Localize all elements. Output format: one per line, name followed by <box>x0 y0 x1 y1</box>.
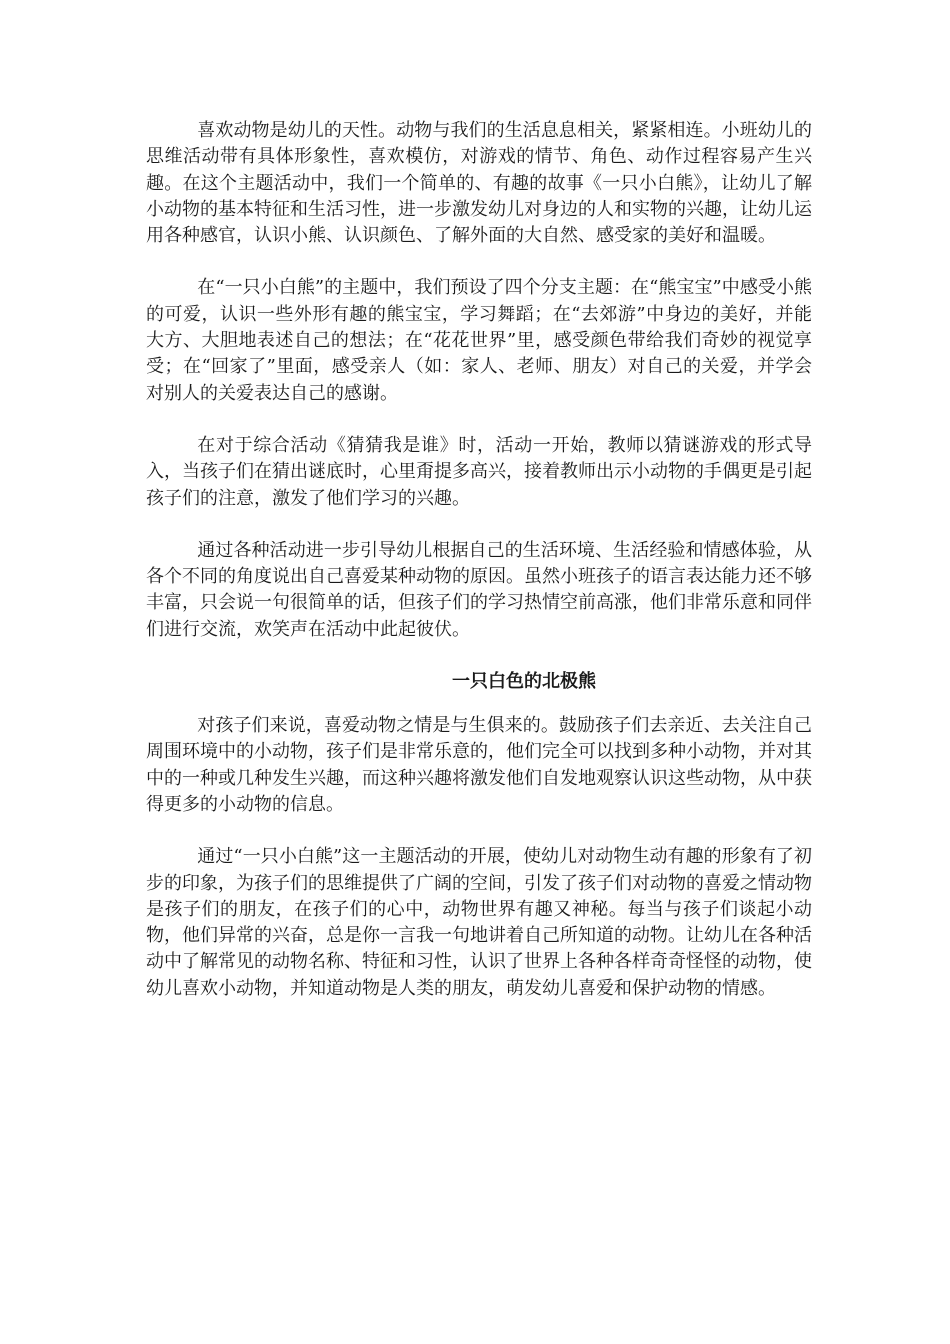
paragraph-4: 通过各种活动进一步引导幼儿根据自己的生活环境、生活经验和情感体验，从各个不同的角度说出自己喜爱某种动物的原因。虽然小班孩子的语言表达能力还不够丰富，只会说一句很简单的话，但孩子们的学习热情空前高涨，他们非常乐意和同伴们进行交流，欢笑声在活动中此起彼伏。 <box>146 539 812 640</box>
paragraph-6: 通过“一只小白熊”这一主题活动的开展，使幼儿对动物生动有趣的形象有了初步的印象，为孩子们的思维提供了广阔的空间，引发了孩子们对动物的喜爱之情动物是孩子们的朋友，在孩子们的心中，动物世界有趣又神秘。每当与孩子们谈起小动物，他们异常的兴奋，总是你一言我一句地讲着自己所知道的动物。让幼儿在各种活动中了解常见的动物名称、特征和习性，认识了世界上各种各样奇奇怪怪的动物，使幼儿喜欢小动物，并知道动物是人类的朋友，萌发幼儿喜爱和保护动物的情感。 <box>146 846 812 999</box>
paragraph-3: 在对于综合活动《猜猜我是谁》时，活动一开始，教师以猜谜游戏的形式导入，当孩子们在猜出谜底时，心里甭提多高兴，接着教师出示小动物的手偶更是引起孩子们的注意，激发了他们学习的兴趣。 <box>146 434 812 509</box>
paragraph-1: 喜欢动物是幼儿的天性。动物与我们的生活息息相关，紧紧相连。小班幼儿的思维活动带有具体形象性，喜欢模仿，对游戏的情节、角色、动作过程容易产生兴趣。在这个主题活动中，我们一个简单的、有趣的故事《一只小白熊》，让幼儿了解小动物的基本特征和生活习性，进一步激发幼儿对身边的人和实物的兴趣，让幼儿运用各种感官，认识小熊、认识颜色、了解外面的大自然、感受家的美好和温暖。 <box>146 120 812 247</box>
paragraph-5: 对孩子们来说，喜爱动物之情是与生俱来的。鼓励孩子们去亲近、去关注自己周围环境中的小动物，孩子们是非常乐意的，他们完全可以找到多种小动物，并对其中的一种或几种发生兴趣，而这种兴趣将激发他们自发地观察认识这些动物，从中获得更多的小动物的信息。 <box>146 715 812 815</box>
paragraph-2: 在“一只小白熊”的主题中，我们预设了四个分支主题：在“熊宝宝”中感受小熊的可爱，认识一些外形有趣的熊宝宝，学习舞蹈；在“去郊游”中身边的美好，并能大方、大胆地表述自己的想法；在“花花世界”里，感受颜色带给我们奇妙的视觉享受；在“回家了”里面，感受亲人（如：家人、老师、朋友）对自己的关爱，并学会对别人的关爱表达自己的感谢。 <box>146 277 812 404</box>
section-heading: 一只白色的北极熊 <box>452 671 596 693</box>
document-page <box>146 118 812 1028</box>
